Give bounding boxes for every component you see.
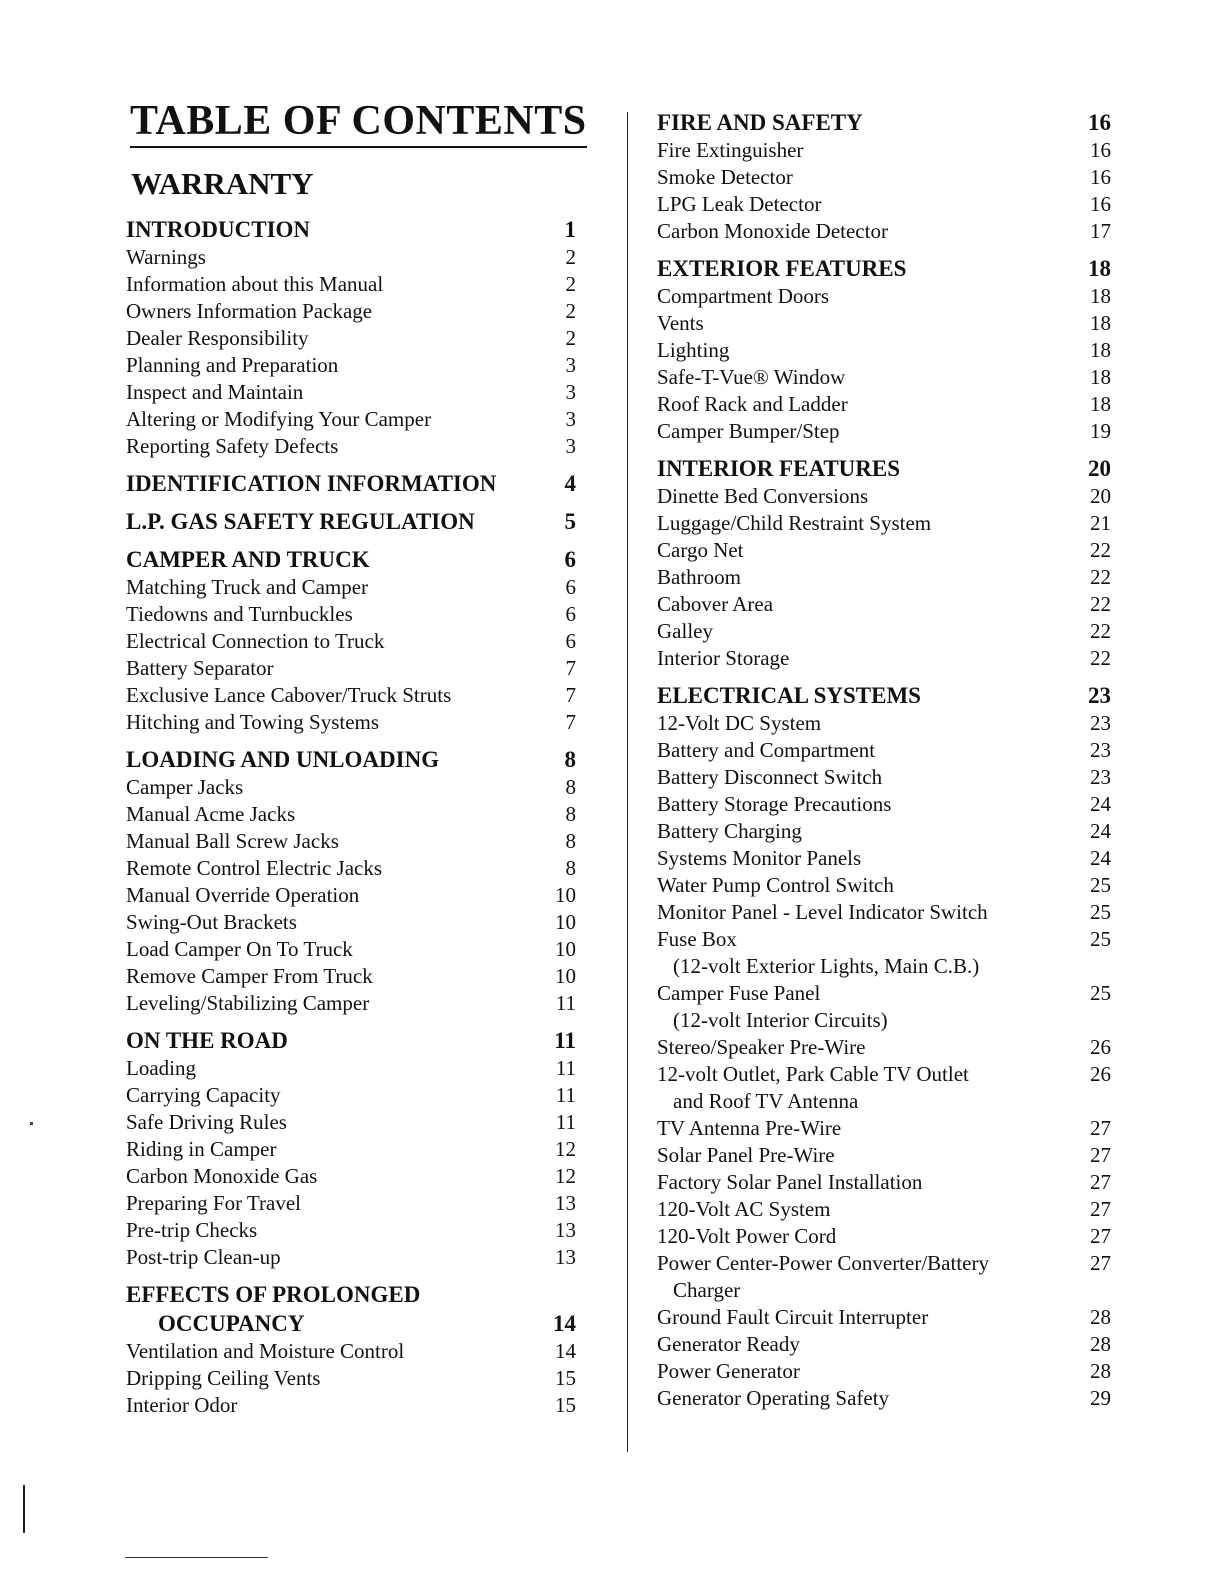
toc-entry[interactable] — [116, 298, 576, 325]
toc-entry[interactable] — [641, 710, 1111, 737]
toc-entry[interactable] — [641, 191, 1111, 218]
toc-entry-label: Cargo Net — [657, 538, 744, 562]
toc-entry-label: Cabover Area — [657, 592, 774, 616]
toc-page-number: 23 — [1090, 711, 1111, 735]
toc-entry-label: Bathroom — [657, 565, 741, 589]
toc-heading-text: L.P. GAS SAFETY REGULATION — [126, 509, 475, 534]
column-divider — [627, 112, 628, 1452]
toc-entry-label: Fire Extinguisher — [657, 138, 804, 162]
toc-section — [641, 254, 1111, 445]
toc-entry-label: Manual Override Operation — [126, 883, 360, 907]
toc-entry-label: Load Camper On To Truck — [126, 937, 353, 961]
toc-heading-text: ELECTRICAL SYSTEMS — [657, 683, 921, 708]
toc-page-number: 13 — [555, 1245, 576, 1269]
toc-entry-label: Safe Driving Rules — [126, 1110, 287, 1134]
toc-section-heading[interactable] — [116, 1026, 576, 1055]
toc-entry-label: Stereo/Speaker Pre-Wire — [657, 1035, 866, 1059]
toc-entry-label: Power Generator — [657, 1359, 800, 1383]
toc-entry[interactable] — [116, 1217, 576, 1244]
toc-entry-continuation: (12-volt Exterior Lights, Main C.B.) — [673, 954, 980, 978]
toc-entry[interactable] — [641, 1331, 1111, 1358]
toc-entry[interactable] — [116, 828, 576, 855]
toc-entry[interactable] — [116, 325, 576, 352]
toc-page-number: 27 — [1090, 1116, 1111, 1140]
toc-section — [116, 469, 576, 498]
toc-entry[interactable] — [641, 137, 1111, 164]
toc-entry-label: Remove Camper From Truck — [126, 964, 373, 988]
toc-entry-label: Altering or Modifying Your Camper — [126, 407, 432, 431]
toc-entry[interactable] — [116, 574, 576, 601]
toc-heading-text: ON THE ROAD — [126, 1028, 288, 1053]
toc-entry-label: Monitor Panel - Level Indicator Switch — [657, 900, 988, 924]
toc-entry[interactable] — [641, 337, 1111, 364]
toc-entry[interactable] — [116, 936, 576, 963]
toc-page-number: 15 — [555, 1393, 576, 1417]
toc-entry-label: 120-Volt Power Cord — [657, 1224, 837, 1248]
toc-entry-label: Camper Bumper/Step — [657, 419, 840, 443]
toc-page-number: 18 — [1090, 392, 1111, 416]
toc-entry-label: Interior Odor — [126, 1393, 238, 1417]
toc-page-number: 27 — [1090, 1170, 1111, 1194]
toc-page-number: 25 — [1090, 873, 1111, 897]
toc-entry-label: Water Pump Control Switch — [657, 873, 894, 897]
toc-entry[interactable] — [641, 1223, 1111, 1250]
toc-entry-label: Riding in Camper — [126, 1137, 277, 1161]
toc-page-number: 1 — [564, 217, 576, 242]
toc-section-heading[interactable] — [116, 745, 576, 774]
toc-entry[interactable] — [641, 926, 1111, 953]
toc-section — [116, 1280, 576, 1419]
toc-entry-label: Generator Ready — [657, 1332, 800, 1356]
toc-heading-line: OCCUPANCY — [158, 1311, 305, 1336]
toc-entry[interactable] — [641, 364, 1111, 391]
toc-page-number: 8 — [565, 856, 576, 880]
toc-entry-label: Battery and Compartment — [657, 738, 876, 762]
toc-entry[interactable] — [641, 645, 1111, 672]
toc-section-heading[interactable] — [116, 469, 576, 498]
toc-section — [116, 1026, 576, 1271]
toc-entry[interactable] — [641, 1115, 1111, 1142]
toc-entry[interactable] — [641, 310, 1111, 337]
toc-entry-label: Camper Jacks — [126, 775, 244, 799]
toc-page-number: 8 — [565, 802, 576, 826]
toc-entry[interactable] — [116, 1055, 576, 1082]
toc-entry-label: Manual Ball Screw Jacks — [126, 829, 339, 853]
toc-entry-label: Information about this Manual — [126, 272, 384, 296]
toc-entry-label: Luggage/Child Restraint System — [657, 511, 932, 535]
toc-entry[interactable] — [116, 628, 576, 655]
toc-page-number: 16 — [1090, 192, 1111, 216]
toc-entry-label: Electrical Connection to Truck — [126, 629, 385, 653]
toc-page-number: 28 — [1090, 1332, 1111, 1356]
toc-page-number: 3 — [565, 380, 576, 404]
toc-page-number: 17 — [1090, 219, 1111, 243]
toc-page-number: 26 — [1090, 1035, 1111, 1059]
toc-page-number: 16 — [1090, 165, 1111, 189]
toc-page-number: 24 — [1090, 846, 1111, 870]
toc-page-number: 28 — [1090, 1359, 1111, 1383]
toc-section — [116, 545, 576, 736]
toc-entry[interactable] — [116, 379, 576, 406]
toc-entry-label: Battery Separator — [126, 656, 274, 680]
toc-page-number: 7 — [565, 683, 576, 707]
toc-entry-label: Reporting Safety Defects — [126, 434, 339, 458]
toc-page-number: 2 — [565, 299, 576, 323]
toc-entry-label: Carbon Monoxide Detector — [657, 219, 888, 243]
toc-page-number: 10 — [555, 910, 576, 934]
toc-entry-label: Loading — [126, 1056, 196, 1080]
toc-entry-label: Dripping Ceiling Vents — [126, 1366, 321, 1390]
toc-entry[interactable] — [641, 510, 1111, 537]
toc-page-number: 24 — [1090, 819, 1111, 843]
toc-page-number: 25 — [1090, 981, 1111, 1005]
toc-entry-label: 12-volt Outlet, Park Cable TV Outlet — [657, 1062, 969, 1086]
toc-entry-continuation: and Roof TV Antenna — [673, 1089, 859, 1113]
toc-entry[interactable] — [116, 1338, 576, 1365]
toc-page-number: 23 — [1088, 683, 1111, 708]
toc-section — [116, 745, 576, 1017]
toc-entry-label: Systems Monitor Panels — [657, 846, 862, 870]
toc-page-number: 7 — [565, 710, 576, 734]
toc-entry-label: Safe-T-Vue® Window — [657, 365, 846, 389]
toc-page-number: 18 — [1090, 365, 1111, 389]
toc-entry-label: Dinette Bed Conversions — [657, 484, 869, 508]
toc-section-heading[interactable] — [641, 681, 1111, 710]
toc-page-number: 3 — [565, 407, 576, 431]
toc-page-number: 16 — [1088, 110, 1111, 135]
toc-entry-label: TV Antenna Pre-Wire — [657, 1116, 842, 1140]
toc-page-number: 2 — [565, 326, 576, 350]
toc-entry[interactable] — [116, 1136, 576, 1163]
toc-page-number: 18 — [1090, 338, 1111, 362]
toc-entry[interactable] — [641, 818, 1111, 845]
toc-entry-label: Preparing For Travel — [126, 1191, 301, 1215]
toc-page-number: 25 — [1090, 900, 1111, 924]
toc-entry-label: Interior Storage — [657, 646, 790, 670]
toc-page-number: 27 — [1090, 1251, 1111, 1275]
toc-entry[interactable] — [116, 1082, 576, 1109]
toc-page-number: 27 — [1090, 1197, 1111, 1221]
toc-page-number: 8 — [564, 747, 576, 772]
toc-page-number: 24 — [1090, 792, 1111, 816]
toc-entry-label: Warnings — [126, 245, 206, 269]
toc-page-number: 29 — [1090, 1386, 1111, 1410]
toc-page-number: 22 — [1090, 565, 1111, 589]
toc-entry[interactable] — [116, 801, 576, 828]
toc-entry[interactable] — [641, 1385, 1111, 1412]
toc-section — [641, 454, 1111, 672]
toc-entry[interactable] — [641, 591, 1111, 618]
toc-page-number: 7 — [565, 656, 576, 680]
toc-page-number: 11 — [554, 1028, 576, 1053]
footer-rule — [125, 1557, 268, 1558]
toc-page-number: 10 — [555, 964, 576, 988]
toc-heading-line: EFFECTS OF PROLONGED — [126, 1282, 421, 1307]
toc-entry[interactable] — [116, 433, 576, 460]
toc-entry[interactable] — [641, 1304, 1111, 1331]
toc-heading-text — [126, 1280, 420, 1338]
toc-section — [641, 681, 1111, 1412]
toc-section-heading[interactable] — [116, 215, 576, 244]
toc-page-number: 6 — [565, 575, 576, 599]
toc-entry[interactable] — [116, 1244, 576, 1271]
toc-heading-text: LOADING AND UNLOADING — [126, 747, 440, 772]
margin-dot — [30, 1122, 33, 1125]
toc-page-number: 11 — [555, 1110, 576, 1134]
toc-entry-label: Hitching and Towing Systems — [126, 710, 380, 734]
toc-section-heading[interactable] — [116, 1280, 576, 1338]
toc-entry-label: Battery Storage Precautions — [657, 792, 892, 816]
toc-entry-label: Swing-Out Brackets — [126, 910, 297, 934]
toc-entry-label: LPG Leak Detector — [657, 192, 822, 216]
toc-page-number: 22 — [1090, 538, 1111, 562]
toc-entry[interactable] — [116, 352, 576, 379]
toc-page-number: 6 — [565, 629, 576, 653]
toc-entry-label: Power Center-Power Converter/Battery — [657, 1251, 989, 1275]
toc-entry[interactable] — [641, 845, 1111, 872]
toc-section — [116, 215, 576, 460]
toc-entry-label: Tiedowns and Turnbuckles — [126, 602, 353, 626]
toc-page-number: 22 — [1090, 592, 1111, 616]
toc-entry-label: Leveling/Stabilizing Camper — [126, 991, 370, 1015]
toc-page-number: 27 — [1090, 1143, 1111, 1167]
warranty-heading[interactable]: WARRANTY — [131, 166, 314, 201]
toc-entry[interactable] — [116, 271, 576, 298]
toc-entry-label: Roof Rack and Ladder — [657, 392, 848, 416]
toc-entry[interactable] — [641, 1142, 1111, 1169]
toc-entry[interactable] — [116, 774, 576, 801]
toc-page-number: 20 — [1090, 484, 1111, 508]
toc-entry[interactable] — [116, 1109, 576, 1136]
toc-entry[interactable] — [116, 655, 576, 682]
toc-entry[interactable] — [641, 1196, 1111, 1223]
toc-entry[interactable] — [116, 1365, 576, 1392]
toc-page-number: 3 — [565, 434, 576, 458]
toc-entry[interactable] — [641, 980, 1111, 1007]
toc-page-number: 5 — [564, 509, 576, 534]
toc-section — [116, 507, 576, 536]
toc-page-number: 8 — [565, 829, 576, 853]
toc-entry-label: Compartment Doors — [657, 284, 830, 308]
toc-entry[interactable] — [641, 564, 1111, 591]
toc-page-number: 15 — [555, 1366, 576, 1390]
toc-entry-label: Remote Control Electric Jacks — [126, 856, 383, 880]
toc-entry-label: Generator Operating Safety — [657, 1386, 890, 1410]
toc-page-number: 22 — [1090, 646, 1111, 670]
toc-page-number: 12 — [555, 1164, 576, 1188]
toc-entry-label: Solar Panel Pre-Wire — [657, 1143, 835, 1167]
toc-heading-text: FIRE AND SAFETY — [657, 110, 863, 135]
toc-page-number: 25 — [1090, 927, 1111, 951]
toc-entry[interactable] — [116, 1163, 576, 1190]
toc-page-number: 23 — [1090, 738, 1111, 762]
toc-entry-label: Post-trip Clean-up — [126, 1245, 281, 1269]
toc-page-number: 18 — [1090, 311, 1111, 335]
toc-entry-label: Fuse Box — [657, 927, 737, 951]
toc-entry[interactable] — [641, 764, 1111, 791]
toc-entry[interactable] — [641, 737, 1111, 764]
toc-entry-label: 12-Volt DC System — [657, 711, 822, 735]
toc-entry[interactable] — [116, 882, 576, 909]
toc-page-number: 26 — [1090, 1062, 1111, 1086]
toc-entry[interactable] — [116, 244, 576, 271]
toc-heading-text: EXTERIOR FEATURES — [657, 256, 907, 281]
toc-page-number: 18 — [1088, 256, 1111, 281]
toc-page-number: 18 — [1090, 284, 1111, 308]
toc-entry[interactable] — [641, 872, 1111, 899]
toc-entry[interactable] — [641, 791, 1111, 818]
toc-entry[interactable] — [641, 483, 1111, 510]
toc-section-heading[interactable] — [116, 545, 576, 574]
toc-page-number: 10 — [555, 883, 576, 907]
toc-entry-label: Planning and Preparation — [126, 353, 339, 377]
toc-entry-label: Manual Acme Jacks — [126, 802, 296, 826]
toc-entry-label: Carbon Monoxide Gas — [126, 1164, 318, 1188]
toc-entry[interactable] — [116, 406, 576, 433]
toc-entry-label: Ground Fault Circuit Interrupter — [657, 1305, 929, 1329]
toc-entry-label: Battery Charging — [657, 819, 802, 843]
toc-entry[interactable] — [116, 990, 576, 1017]
toc-entry[interactable] — [116, 1190, 576, 1217]
toc-page-number: 23 — [1090, 765, 1111, 789]
toc-entry-continuation: Charger — [673, 1278, 741, 1302]
toc-entry[interactable] — [641, 1034, 1111, 1061]
toc-page-number: 6 — [565, 602, 576, 626]
toc-section-heading[interactable] — [116, 507, 576, 536]
toc-section-heading[interactable] — [641, 254, 1111, 283]
toc-entry[interactable] — [116, 1392, 576, 1419]
toc-page-number: 11 — [555, 991, 576, 1015]
toc-entry[interactable] — [641, 899, 1111, 926]
toc-entry[interactable] — [641, 218, 1111, 245]
toc-entry-label: Owners Information Package — [126, 299, 373, 323]
toc-entry[interactable] — [641, 618, 1111, 645]
toc-page-number: 22 — [1090, 619, 1111, 643]
toc-entry[interactable] — [116, 601, 576, 628]
toc-page-number: 27 — [1090, 1224, 1111, 1248]
toc-entry-continuation: (12-volt Interior Circuits) — [673, 1008, 888, 1032]
toc-page-number: 4 — [564, 471, 576, 496]
toc-entry-label: Dealer Responsibility — [126, 326, 309, 350]
toc-entry-label: Carrying Capacity — [126, 1083, 281, 1107]
toc-page-number: 11 — [555, 1056, 576, 1080]
toc-page-number: 11 — [555, 1083, 576, 1107]
toc-page-number: 10 — [555, 937, 576, 961]
toc-entry[interactable] — [641, 391, 1111, 418]
toc-entry-label: Matching Truck and Camper — [126, 575, 369, 599]
toc-entry[interactable] — [116, 963, 576, 990]
toc-page-number: 16 — [1090, 138, 1111, 162]
toc-section — [641, 108, 1111, 245]
toc-page-number: 28 — [1090, 1305, 1111, 1329]
toc-entry-label: Factory Solar Panel Installation — [657, 1170, 923, 1194]
toc-section-heading[interactable] — [641, 108, 1111, 137]
toc-entry-label: Inspect and Maintain — [126, 380, 304, 404]
toc-entry[interactable] — [641, 1250, 1111, 1277]
toc-entry[interactable] — [116, 909, 576, 936]
toc-page-number: 14 — [555, 1339, 576, 1363]
toc-entry[interactable] — [116, 682, 576, 709]
toc-page-number: 2 — [565, 245, 576, 269]
toc-entry-label: Vents — [657, 311, 704, 335]
toc-entry-label: Battery Disconnect Switch — [657, 765, 883, 789]
toc-page-number: 13 — [555, 1191, 576, 1215]
toc-page-number: 8 — [565, 775, 576, 799]
toc-page-number: 12 — [555, 1137, 576, 1161]
toc-entry-label: Camper Fuse Panel — [657, 981, 821, 1005]
toc-heading-text: INTERIOR FEATURES — [657, 456, 901, 481]
toc-entry-label: Lighting — [657, 338, 730, 362]
toc-page-number: 13 — [555, 1218, 576, 1242]
toc-entry[interactable] — [641, 1061, 1111, 1088]
toc-heading-text: IDENTIFICATION INFORMATION — [126, 471, 497, 496]
toc-entry-label: 120-Volt AC System — [657, 1197, 831, 1221]
toc-section-heading[interactable] — [641, 454, 1111, 483]
toc-entry[interactable] — [641, 418, 1111, 445]
toc-page-number: 21 — [1090, 511, 1111, 535]
toc-entry[interactable] — [641, 1169, 1111, 1196]
toc-heading-text: CAMPER AND TRUCK — [126, 547, 370, 572]
toc-entry-label: Galley — [657, 619, 713, 643]
toc-entry[interactable] — [641, 164, 1111, 191]
toc-entry[interactable] — [641, 283, 1111, 310]
toc-entry-label: Smoke Detector — [657, 165, 793, 189]
toc-entry-label: Ventilation and Moisture Control — [126, 1339, 405, 1363]
toc-page-number: 14 — [553, 1311, 576, 1336]
toc-page-number: 19 — [1090, 419, 1111, 443]
toc-entry[interactable] — [116, 855, 576, 882]
toc-entry[interactable] — [641, 1358, 1111, 1385]
toc-page-number: 20 — [1088, 456, 1111, 481]
toc-heading-text: INTRODUCTION — [126, 217, 311, 242]
toc-entry-label: Exclusive Lance Cabover/Truck Struts — [126, 683, 452, 707]
toc-entry[interactable] — [641, 537, 1111, 564]
margin-mark — [23, 1485, 25, 1533]
toc-entry[interactable] — [116, 709, 576, 736]
toc-page-number: 6 — [564, 547, 576, 572]
toc-entry-label: Pre-trip Checks — [126, 1218, 258, 1242]
page-title: TABLE OF CONTENTS — [130, 98, 587, 148]
toc-page-number: 2 — [565, 272, 576, 296]
toc-right-column — [641, 108, 1111, 1421]
toc-left-column — [116, 215, 576, 1428]
toc-page-number: 3 — [565, 353, 576, 377]
